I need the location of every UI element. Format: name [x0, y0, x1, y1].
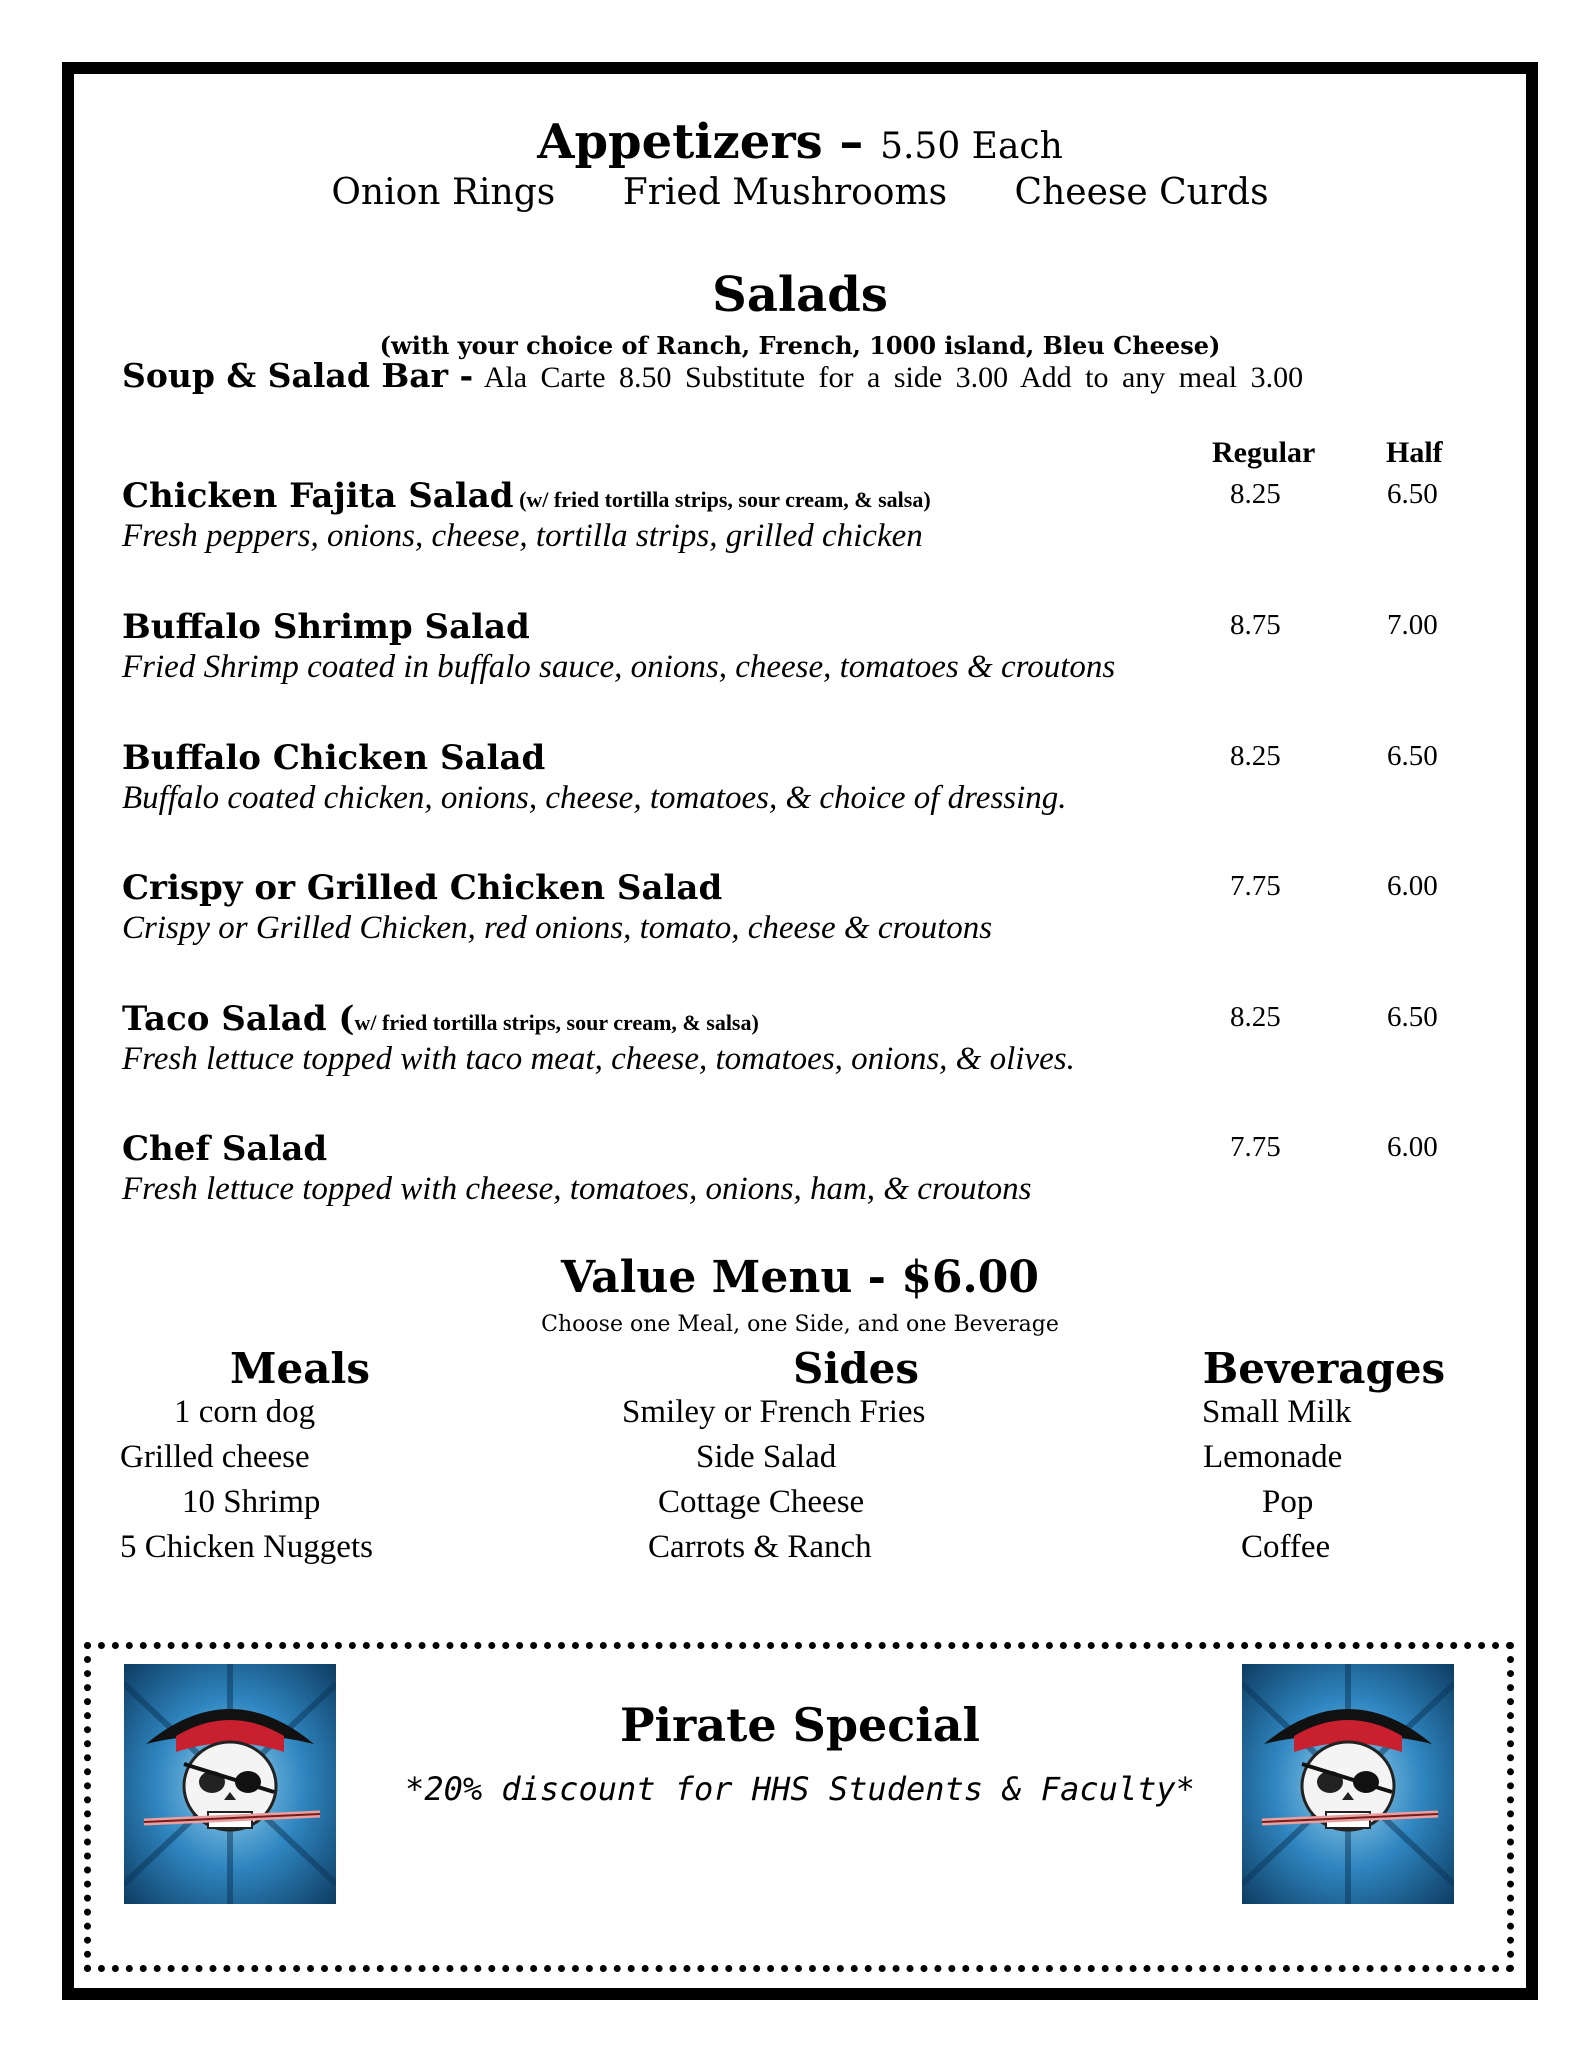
salad-price-regular: 8.25 [1230, 740, 1281, 772]
salad-name-text: Chicken Fajita Salad [122, 476, 514, 516]
pirate-special-title: Pirate Special [619, 1698, 981, 1752]
salad-item-name [122, 738, 545, 778]
salad-price-half: 6.50 [1387, 478, 1438, 510]
appetizers-title: Appetizers – [537, 114, 864, 170]
salads-dressing-note: (with your choice of Ranch, French, 1000 island, Bleu Cheese) [379, 331, 1221, 360]
salad-item-name [122, 868, 722, 908]
salad-bar-label: Soup & Salad Bar - [122, 356, 474, 395]
column-header-half: Half [1386, 436, 1443, 469]
salad-price-half: 7.00 [1387, 609, 1438, 641]
salad-name-note: (w/ fried tortilla strips, sour cream, & salsa) [513, 487, 931, 512]
salad-item-description: Fresh lettuce topped with cheese, tomatoes, onions, ham, & croutons [122, 1171, 1032, 1207]
salad-item-description: Fresh lettuce topped with taco meat, cheese, tomatoes, onions, & olives. [122, 1041, 1075, 1077]
salad-price-half: 6.00 [1387, 870, 1438, 902]
salad-price-regular: 8.25 [1230, 1001, 1281, 1033]
salad-price-half: 6.00 [1387, 1131, 1438, 1163]
salad-name-text: Crispy or Grilled Chicken Salad [122, 868, 723, 908]
beverages-heading: Beverages [1202, 1344, 1446, 1393]
side-item: Cottage Cheese [658, 1484, 865, 1520]
appetizer-item: Onion Rings [331, 172, 556, 213]
appetizer-item: Fried Mushrooms [622, 172, 948, 213]
salad-name-text: Buffalo Shrimp Salad [122, 607, 530, 647]
appetizer-item: Cheese Curds [1014, 172, 1269, 213]
salad-name-note: w/ fried tortilla strips, sour cream, & salsa) [354, 1010, 759, 1035]
salad-item-name [122, 476, 931, 516]
salad-item-description: Fried Shrimp coated in buffalo sauce, onions, cheese, tomatoes & croutons [122, 649, 1116, 685]
salad-item-description: Buffalo coated chicken, onions, cheese, tomatoes, & choice of dressing. [122, 780, 1067, 816]
salads-title: Salads [712, 267, 888, 323]
salad-price-half: 6.50 [1387, 1001, 1438, 1033]
pirate-special-subtitle: *20% discount for HHS Students & Faculty* [405, 1770, 1195, 1808]
salad-item-description: Crispy or Grilled Chicken, red onions, tomato, cheese & croutons [122, 910, 993, 946]
menu-frame [62, 62, 1538, 2000]
value-menu-title: Value Menu - $6.00 [561, 1252, 1039, 1303]
beverage-item: Coffee [1241, 1529, 1331, 1565]
appetizers-price: 5.50 Each [880, 126, 1063, 167]
beverage-item: Small Milk [1202, 1394, 1352, 1430]
meal-item: 5 Chicken Nuggets [120, 1529, 373, 1565]
sides-heading: Sides [792, 1344, 920, 1393]
pirate-skull-icon [124, 1664, 336, 1904]
meal-item: 1 corn dog [174, 1394, 316, 1430]
side-item: Smiley or French Fries [622, 1394, 926, 1430]
salad-price-half: 6.50 [1387, 740, 1438, 772]
side-item: Side Salad [696, 1439, 837, 1475]
meal-item: Grilled cheese [120, 1439, 310, 1475]
beverage-item: Pop [1262, 1484, 1314, 1520]
salad-item-name [122, 999, 759, 1039]
salad-item-name [122, 607, 530, 647]
meals-heading: Meals [229, 1344, 371, 1393]
salad-name-text: Taco Salad ( [122, 999, 355, 1039]
appetizers-list [74, 172, 1526, 213]
beverage-item: Lemonade [1203, 1439, 1343, 1475]
salad-price-regular: 8.75 [1230, 609, 1281, 641]
salad-price-regular: 7.75 [1230, 870, 1281, 902]
salad-name-text: Chef Salad [122, 1129, 328, 1169]
pirate-skull-icon [1242, 1664, 1454, 1904]
salad-item-name [122, 1129, 327, 1169]
value-menu-subtitle: Choose one Meal, one Side, and one Beverage [541, 1312, 1059, 1337]
salad-bar-line [122, 356, 1303, 395]
salad-bar-details: Ala Carte 8.50 Substitute for a side 3.00 Add to any meal 3.00 [483, 361, 1304, 394]
salad-item-description: Fresh peppers, onions, cheese, tortilla strips, grilled chicken [122, 518, 923, 554]
column-header-regular: Regular [1212, 436, 1316, 469]
salad-price-regular: 8.25 [1230, 478, 1281, 510]
salad-name-text: Buffalo Chicken Salad [122, 738, 546, 778]
meal-item: 10 Shrimp [182, 1484, 321, 1520]
salad-price-regular: 7.75 [1230, 1131, 1281, 1163]
side-item: Carrots & Ranch [648, 1529, 872, 1565]
appetizers-heading [74, 114, 1526, 170]
